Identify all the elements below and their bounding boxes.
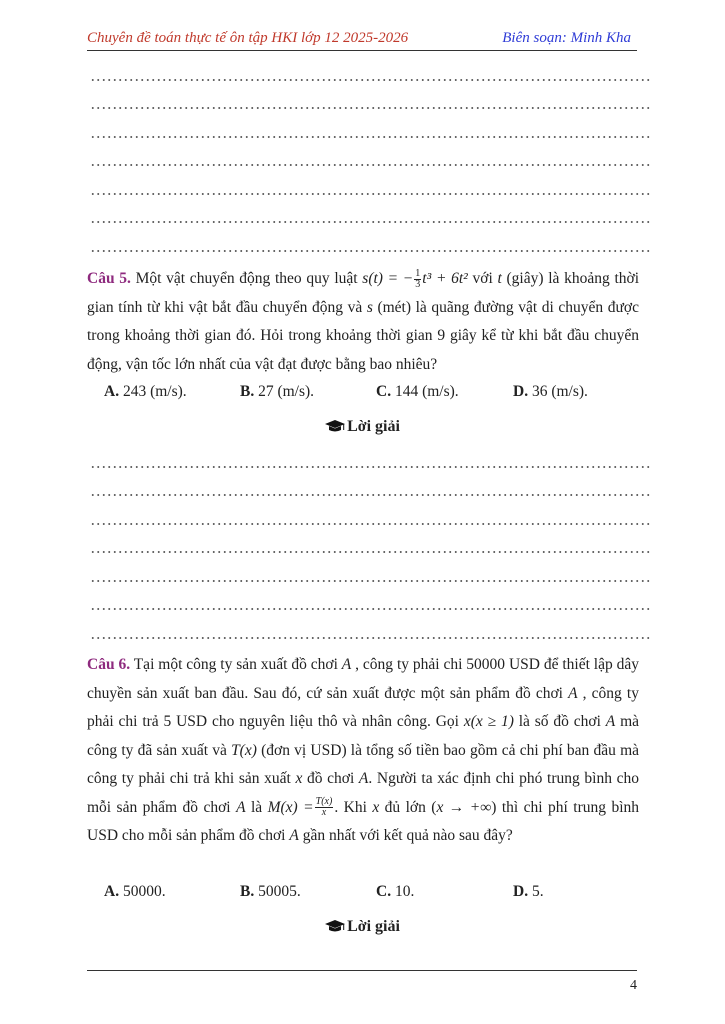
answer-line [90, 599, 652, 621]
answer-line [90, 485, 652, 507]
answer-line [90, 457, 652, 479]
question-6-option-d: D. 5. [513, 883, 544, 900]
question-5-option-d: D. 36 (m/s). [513, 383, 588, 400]
answer-line [90, 241, 652, 263]
answer-line [90, 98, 652, 120]
answer-line [90, 70, 652, 92]
header-author: Biên soạn: Minh Kha [502, 30, 631, 46]
answer-line [90, 155, 652, 177]
answer-line [90, 542, 652, 564]
fraction: $\frac{1}{3}$ [415, 267, 421, 290]
answer-line [90, 571, 652, 593]
question-6-label: Câu 6. [87, 656, 131, 673]
page-header [87, 28, 637, 51]
fraction: $\frac{T(x)}{x}$ [315, 796, 333, 819]
graduation-cap-icon [325, 420, 345, 432]
answer-line [90, 212, 652, 234]
question-5-option-c: C. 144 (m/s). [376, 383, 459, 400]
question-5-text: Câu 5. Một vật chuyển động theo quy luật s(t) = − $\frac{1}{3}$ t³ + 6t² với t (giây) là khoảng thời gian tính từ khi vật bắt đầu chuyển động và s (mét) là quãng đường vật di chuyển được trong khoảng thời gian đó. Hỏi trong khoảng thời gian 9 giây kể từ khi bắt đầu chuyển động, vận tốc lớn nhất của vật đạt được bằng bao nhiêu? [87, 267, 640, 373]
answer-line [90, 514, 652, 536]
question-6-option-c: C. 10. [376, 883, 415, 900]
answer-line [90, 628, 652, 650]
answer-line [90, 184, 652, 206]
graduation-cap-icon [325, 920, 345, 932]
footer-divider [87, 970, 637, 971]
header-title: Chuyên đề toán thực tế ôn tập HKI lớp 12 2025-2026 [87, 30, 409, 46]
question-5-option-b: B. 27 (m/s). [240, 383, 315, 400]
question-5-label: Câu 5. [87, 270, 131, 287]
page-number: 4 [630, 978, 637, 993]
question-6-text: Câu 6. Tại một công ty sản xuất đồ chơi A , công ty phải chi 50000 USD để thiết lập dây chuyền sản xuất ban đầu. Sau đó, cứ sản xuất được một sản phẩm đồ chơi A , công ty phải chi trả 5 USD cho nguyên liệu thô và nhân công. Gọi x(x ≥ 1) là số đồ chơi A mà công ty đã sản xuất và T(x) (đơn vị USD) là tổng số tiền bao gồm cả chi phí ban đầu mà công ty phải chi trả khi sản xuất x đồ chơi A. Người ta xác định chi phó trung bình cho mỗi sản phẩm đồ chơi A là M(x) = $\frac{T(x)}{x}$ . Khi x đủ lớn (x → +∞) thì chi phí trung bình USD cho mỗi sản phẩm đồ chơi A gần nhất với kết quả nào sau đây? [87, 656, 640, 844]
question-6-option-b: B. 50005. [240, 883, 301, 900]
question-5-option-a: A. 243 (m/s). [104, 383, 187, 400]
solution-heading-5: Lời giải [0, 418, 725, 436]
answer-line [90, 127, 652, 149]
solution-heading-6: Lời giải [0, 918, 725, 936]
question-6-option-a: A. 50000. [104, 883, 166, 900]
